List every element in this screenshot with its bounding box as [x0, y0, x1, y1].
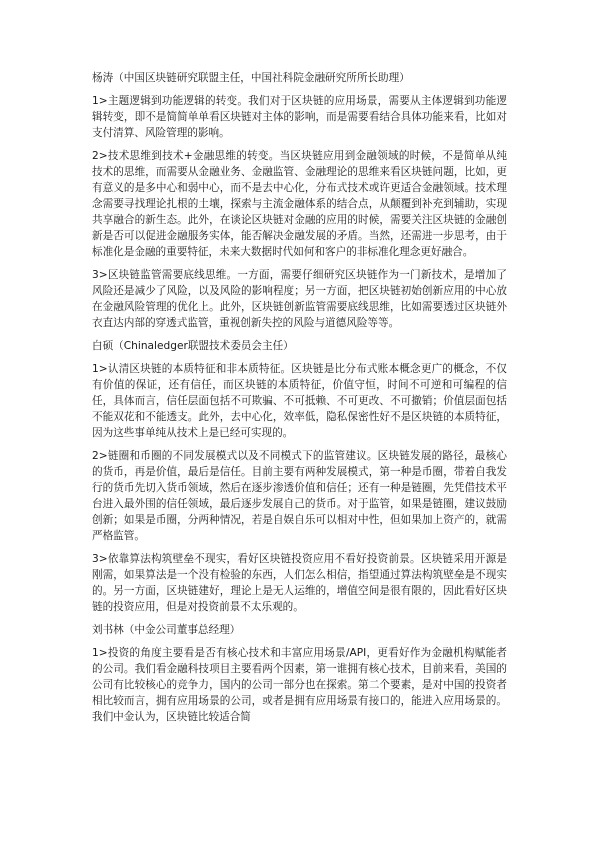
paragraph: 1>投资的角度主要看是否有核心技术和丰富应用场景/API，更看好作为金融机构赋能者的公司。我们看金融科技项目主要看两个因素，第一谁拥有核心技术，目前来看，美国的公司有比较核心的竞争力，国内的公司一部分也在探索。第二个要素，是对中国的投资者相比较而言，拥有应用场景的公司，或者是拥有应用场景有接口的，能进入应用场景的。我们中金认为，区块链比较适合简: [92, 647, 507, 723]
speaker-heading: 杨涛（中国区块链研究联盟主任，中国社科院金融研究所所长助理）: [92, 72, 410, 84]
paragraph: 1>主题逻辑到功能逻辑的转变。我们对于区块链的应用场景，需要从主体逻辑到功能逻辑转变，即不是简简单单看区块链对主体的影响，而是需要看结合具体功能来看，比如对支付清算、风险管理的影响。: [92, 95, 507, 139]
paragraph: 2>链圈和币圈的不同发展模式以及不同模式下的监管建议。区块链发展的路径，最核心的货币，再是价值，最后是信任。目前主要有两种发展模式，第一种是币圈，带着自我发行的货币先切入货币领域，然后在逐步渗透价值和信任；还有一种是链圈，先凭借技术平台进入最外围的信任领域，最后逐步发展自己的货币。对于监管，如果是链圈，建议鼓励创新；如果是币圈，分两种情况，若是自娱自乐可以相对中性，但如果加上资产的，就需严格监管。: [92, 450, 507, 542]
speaker-heading: 白硕（Chinaledger联盟技术委员会主任）: [92, 340, 294, 352]
speaker-heading: 刘书林（中金公司董事总经理）: [92, 624, 241, 636]
document-body: [92, 70, 507, 732]
paragraph: 1>认清区块链的本质特征和非本质特征。区块链是比分布式账本概念更广的概念，不仅有价值的保证，还有信任，而区块链的本质特征，价值守恒，时间不可逆和可编程的信任，具体而言，信任层面包括不可欺骗、不可抵赖、不可更改、不可撤销；价值层面包括不能双花和不能透支。此外，去中心化，效率低，隐私保密性好不是区块链的本质特征，因为这些事单纯从技术上是已经可实现的。: [92, 363, 507, 439]
paragraph: 3>区块链监管需要底线思维。一方面，需要仔细研究区块链作为一门新技术，是增加了风险还是减少了风险，以及风险的影响程度；另一方面，把区块链初始创新应用的中心放在金融风险管理的优化上。此外，区块链创新监管需要底线思维，比如需要透过区块链外衣直达内部的穿透式监管，重视创新失控的风险与道德风险等等。: [92, 269, 507, 329]
paragraph: 2>技术思维到技术+金融思维的转变。当区块链应用到金融领域的时候，不是简单从纯技术的思维，而需要从金融业务、金融监管、金融理论的思维来看区块链问题，比如，更有意义的是多中心和弱中心，而不是去中心化，分布式技术或许更适合金融领域。技术理念需要寻找理论扎根的土壤，探索与主流金融体系的结合点，从颠覆到补充到辅助，实现共享融合的新生态。此外，在谈论区块链对金融的应用的时候，需要关注区块链的金融创新是否可以促进金融服务实体，能否解决金融发展的矛盾。当然，还需进一步思考，由于标准化是金融的重要特征，未来大数据时代如何和客户的非标准化理念更好融合。: [92, 150, 507, 258]
paragraph: 3>依靠算法构筑壁垒不现实，看好区块链投资应用不看好投资前景。区块链采用开源是刚需，如果算法是一个没有检验的东西，人们怎么相信，指望通过算法构筑壁垒是不现实的。另一方面，区块链建好，理论上是无人运维的，增值空间是很有限的，因此看好区块链的投资应用，但是对投资前景不太乐观的。: [92, 553, 507, 613]
